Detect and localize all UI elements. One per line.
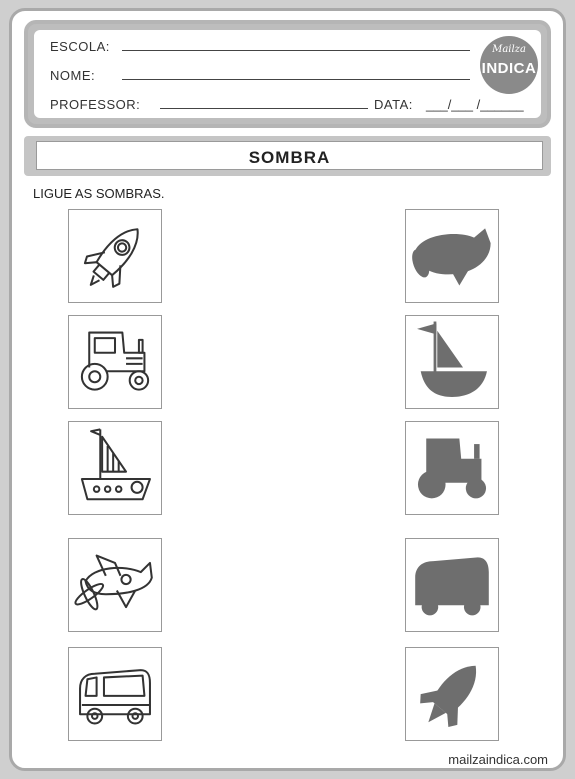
sailboat-shadow-icon <box>406 316 498 408</box>
logo-text-top: Mailza <box>492 44 526 55</box>
car-shadow-icon <box>406 539 498 631</box>
logo-text-bottom: INDICA <box>481 60 537 77</box>
airplane-card[interactable] <box>68 538 162 632</box>
tractor-shadow-card[interactable] <box>405 421 499 515</box>
data-label: DATA: <box>374 97 413 112</box>
sailboat-icon <box>69 422 161 514</box>
rocket-shadow-icon <box>406 648 498 740</box>
sailboat-card[interactable] <box>68 421 162 515</box>
professor-label: PROFESSOR: <box>50 97 141 112</box>
worksheet-title: SOMBRA <box>248 148 331 167</box>
airplane-shadow-card[interactable] <box>405 209 499 303</box>
nome-line[interactable] <box>122 79 470 80</box>
car-shadow-card[interactable] <box>405 538 499 632</box>
rocket-icon <box>69 210 161 302</box>
car-icon <box>69 648 161 740</box>
tractor-card[interactable] <box>68 315 162 409</box>
footer-url[interactable]: mailzaindica.com <box>448 752 548 767</box>
car-card[interactable] <box>68 647 162 741</box>
title-bar <box>24 136 551 176</box>
airplane-shadow-icon <box>406 210 498 302</box>
escola-label: ESCOLA: <box>50 39 110 54</box>
mailza-indica-logo <box>480 36 538 94</box>
professor-line[interactable] <box>160 108 368 109</box>
rocket-card[interactable] <box>68 209 162 303</box>
rocket-shadow-card[interactable] <box>405 647 499 741</box>
instruction-text: LIGUE AS SOMBRAS. <box>33 186 165 201</box>
sailboat-shadow-card[interactable] <box>405 315 499 409</box>
tractor-icon <box>69 316 161 408</box>
escola-line[interactable] <box>122 50 470 51</box>
tractor-shadow-icon <box>406 422 498 514</box>
airplane-icon <box>69 539 161 631</box>
nome-label: NOME: <box>50 68 96 83</box>
date-slots[interactable]: ___/___ /______ <box>426 97 524 112</box>
